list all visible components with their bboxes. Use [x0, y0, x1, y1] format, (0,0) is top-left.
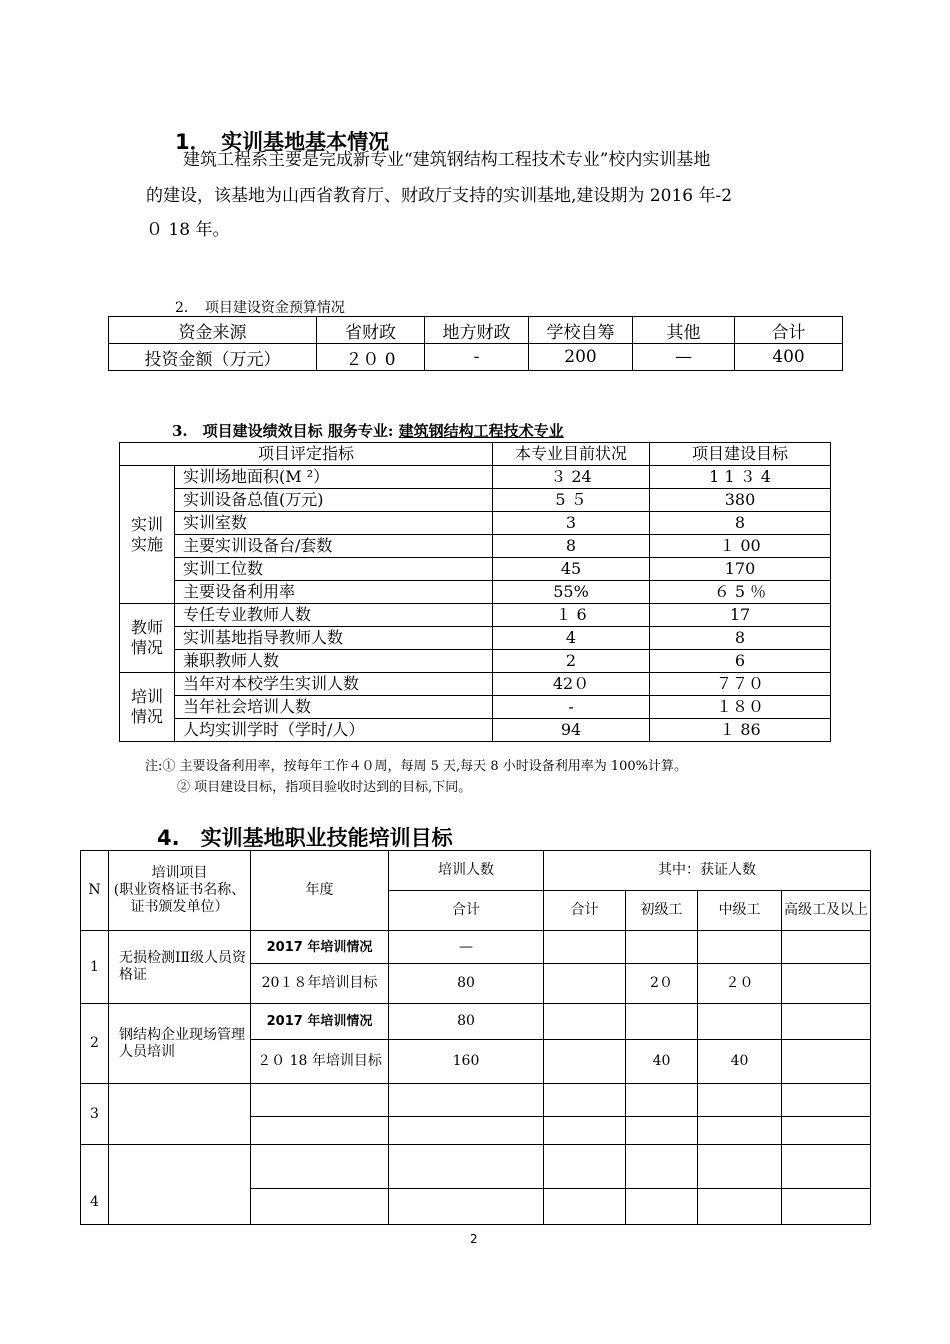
group-label-teachers: 教师情况 [120, 604, 175, 673]
header-certified: 其中：获证人数 [544, 851, 871, 891]
indicator-label: 实训工位数 [175, 558, 493, 581]
budget-header-cell: 省财政 [317, 317, 425, 344]
training-project: 无损检测ⅠⅡ级人员资格证 [109, 931, 251, 1004]
training-project [109, 1145, 251, 1225]
budget-caption: 2． 项目建设资金预算情况 [175, 300, 345, 316]
note-1: 注:① 主要设备利用率，按每年工作４０周，每周 5 天,每天 8 小时设备利用率为 100%计算。 [145, 759, 688, 774]
budget-cell: ２０ 0 [317, 344, 425, 371]
cert-middle: ２０ [698, 964, 782, 1004]
training-project: 钢结构企业现场管理人员培训 [109, 1004, 251, 1084]
budget-cell: 400 [735, 344, 843, 371]
current-value: ３ 24 [493, 466, 650, 489]
cert-middle [698, 1145, 782, 1189]
cert-total [544, 964, 626, 1004]
cert-junior [626, 1004, 698, 1040]
cert-total [544, 1004, 626, 1040]
row-number: 3 [81, 1084, 109, 1145]
header-junior: 初级工 [626, 891, 698, 931]
section1-para-line3: ０ 18 年。 [146, 220, 230, 240]
table-row [120, 604, 831, 627]
target-value: 17 [650, 604, 831, 627]
budget-cell: 投资金额（万元） [109, 344, 317, 371]
cert-junior [626, 1189, 698, 1225]
cert-senior [782, 1040, 871, 1084]
indicator-label: 人均实训学时（学时/人） [175, 719, 493, 742]
budget-header-cell: 合计 [735, 317, 843, 344]
current-value: １ 6 [493, 604, 650, 627]
table-row [81, 931, 871, 964]
target-value: 380 [650, 489, 831, 512]
table-row [120, 512, 831, 535]
year-label [251, 1145, 389, 1189]
budget-cell: - [425, 344, 529, 371]
year-label: ２０ 18 年培训目标 [251, 1040, 389, 1084]
cert-total [544, 1117, 626, 1145]
section1-para-line1: 建筑工程系主要是完成新专业“建筑钢结构工程技术专业”校内实训基地 [183, 150, 711, 170]
table-row [120, 535, 831, 558]
cert-total [544, 931, 626, 964]
cert-junior [626, 1084, 698, 1117]
header-project: 培训项目 (职业资格证书名称、证书颁发单位） [109, 851, 251, 931]
current-value: 55% [493, 581, 650, 604]
cert-middle [698, 931, 782, 964]
section3-service-major: 建筑钢结构工程技术专业 [398, 422, 564, 440]
indicator-label: 主要实训设备台/套数 [175, 535, 493, 558]
table-row [120, 696, 831, 719]
header-middle: 中级工 [698, 891, 782, 931]
indicator-label: 专任专业教师人数 [175, 604, 493, 627]
row-number: 4 [81, 1145, 109, 1225]
current-value: - [493, 696, 650, 719]
cert-junior [626, 1117, 698, 1145]
performance-header-cell: 项目建设目标 [650, 443, 831, 466]
cert-senior [782, 964, 871, 1004]
section1-heading: 1． 实训基地基本情况 [175, 130, 390, 154]
performance-header-cell: 本专业目前状况 [493, 443, 650, 466]
skills-training-table [80, 850, 871, 1225]
budget-header-cell: 地方财政 [425, 317, 529, 344]
header-total: 合计 [389, 891, 544, 931]
indicator-label: 当年社会培训人数 [175, 696, 493, 719]
trainee-total: 80 [389, 1004, 544, 1040]
cert-junior [626, 1145, 698, 1189]
year-label [251, 1117, 389, 1145]
current-value: 45 [493, 558, 650, 581]
current-value: 5 ５ [493, 489, 650, 512]
budget-header-row [109, 317, 843, 344]
budget-table [108, 316, 843, 371]
cert-senior [782, 1145, 871, 1189]
cert-senior [782, 1004, 871, 1040]
header-senior: 高级工及以上 [782, 891, 871, 931]
section3-heading-text: 3. 项目建设绩效目标 服务专业: [172, 422, 394, 440]
target-value: ７７０ [650, 673, 831, 696]
target-value: 6 [650, 650, 831, 673]
cert-middle: 40 [698, 1040, 782, 1084]
target-value: 170 [650, 558, 831, 581]
year-label: 20１８年培训目标 [251, 964, 389, 1004]
current-value: 94 [493, 719, 650, 742]
group-label-practice: 实训实施 [120, 466, 175, 604]
trainee-total: 80 [389, 964, 544, 1004]
section4-heading: 4. 实训基地职业技能培训目标 [157, 826, 453, 850]
performance-header-row [120, 443, 831, 466]
table-row [120, 466, 831, 489]
cert-middle [698, 1189, 782, 1225]
budget-cell: 200 [529, 344, 633, 371]
table-row [120, 627, 831, 650]
budget-data-row [109, 344, 843, 371]
current-value: 2 [493, 650, 650, 673]
row-number: 2 [81, 1004, 109, 1084]
indicator-label: 实训室数 [175, 512, 493, 535]
budget-header-cell: 学校自筹 [529, 317, 633, 344]
indicator-label: 兼职教师人数 [175, 650, 493, 673]
cert-junior [626, 931, 698, 964]
section3-heading [172, 420, 574, 441]
target-value: １ 00 [650, 535, 831, 558]
header-n: N [81, 851, 109, 931]
cert-junior: 40 [626, 1040, 698, 1084]
table-row [120, 581, 831, 604]
table-row [120, 650, 831, 673]
cert-junior: 2０ [626, 964, 698, 1004]
cert-senior [782, 1117, 871, 1145]
header-cert-total: 合计 [544, 891, 626, 931]
header-year: 年度 [251, 851, 389, 931]
current-value: 4 [493, 627, 650, 650]
current-value: 8 [493, 535, 650, 558]
cert-middle [698, 1004, 782, 1040]
trainee-total: 160 [389, 1040, 544, 1084]
budget-header-cell: 资金来源 [109, 317, 317, 344]
trainee-total [389, 1084, 544, 1117]
table-row [120, 673, 831, 696]
cert-senior [782, 1189, 871, 1225]
training-project [109, 1084, 251, 1145]
cert-senior [782, 1084, 871, 1117]
page-number: 2 [470, 1232, 478, 1246]
cert-middle [698, 1084, 782, 1117]
cert-total [544, 1189, 626, 1225]
table-row [81, 1004, 871, 1040]
indicator-label: 实训基地指导教师人数 [175, 627, 493, 650]
target-value: １８０ [650, 696, 831, 719]
indicator-label: 实训场地面积(M ²） [175, 466, 493, 489]
trainee-total: — [389, 931, 544, 964]
budget-header-cell: 其他 [633, 317, 735, 344]
year-label [251, 1189, 389, 1225]
row-number: 1 [81, 931, 109, 1004]
year-label: 2017 年培训情况 [251, 1004, 389, 1040]
indicator-label: 当年对本校学生实训人数 [175, 673, 493, 696]
table-row [120, 489, 831, 512]
cert-total [544, 1145, 626, 1189]
indicator-label: 主要设备利用率 [175, 581, 493, 604]
current-value: 3 [493, 512, 650, 535]
cert-senior [782, 931, 871, 964]
performance-header-cell: 项目评定指标 [120, 443, 493, 466]
current-value: 42０ [493, 673, 650, 696]
section1-para-line2: 的建设，该基地为山西省教育厅、财政厅支持的实训基地,建设期为 2016 年-2 [146, 186, 733, 206]
skills-header-row [81, 851, 871, 891]
target-value: 1 1 ３ 4 [650, 466, 831, 489]
table-row [120, 558, 831, 581]
table-row [81, 1145, 871, 1189]
table-row [120, 719, 831, 742]
trainee-total [389, 1117, 544, 1145]
trainee-total [389, 1189, 544, 1225]
performance-table [119, 442, 831, 742]
target-value: １ 86 [650, 719, 831, 742]
header-trainees: 培训人数 [389, 851, 544, 891]
trainee-total [389, 1145, 544, 1189]
cert-total [544, 1040, 626, 1084]
year-label [251, 1084, 389, 1117]
cert-total [544, 1084, 626, 1117]
target-value: ６ 5 ％ [650, 581, 831, 604]
target-value: 8 [650, 512, 831, 535]
year-label: 2017 年培训情况 [251, 931, 389, 964]
budget-cell: — [633, 344, 735, 371]
table-row [81, 1084, 871, 1117]
group-label-training: 培训情况 [120, 673, 175, 742]
target-value: 8 [650, 627, 831, 650]
indicator-label: 实训设备总值(万元) [175, 489, 493, 512]
cert-middle [698, 1117, 782, 1145]
note-2: ② 项目建设目标，指项目验收时达到的目标,下同。 [177, 780, 472, 795]
